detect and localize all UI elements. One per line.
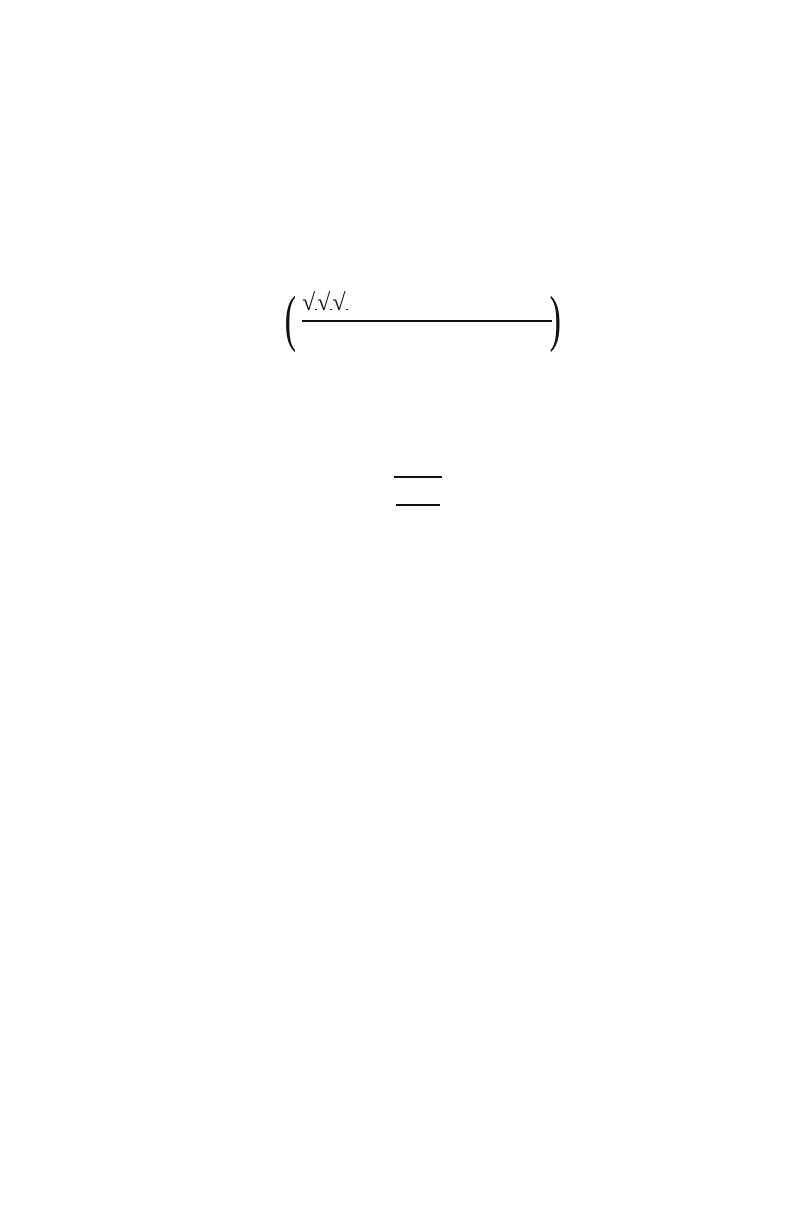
clause-e116-row1: [58, 820, 76, 855]
formula-e151: [210, 285, 610, 356]
formula-e152: [330, 470, 530, 540]
item-3: [108, 690, 124, 725]
item-1-line1: [108, 234, 124, 269]
formula-numerator: √√√: [302, 290, 346, 316]
left-paren: (: [284, 285, 297, 353]
right-paren: ): [549, 285, 562, 353]
fraction-bar: [396, 504, 440, 506]
clause-e114-line1: [58, 80, 76, 115]
clause-e115-line1: [58, 158, 76, 193]
fraction-bar: [302, 320, 552, 322]
radical-bar: [394, 476, 442, 478]
where-1-def1: [58, 358, 138, 402]
item-2: [108, 430, 124, 465]
